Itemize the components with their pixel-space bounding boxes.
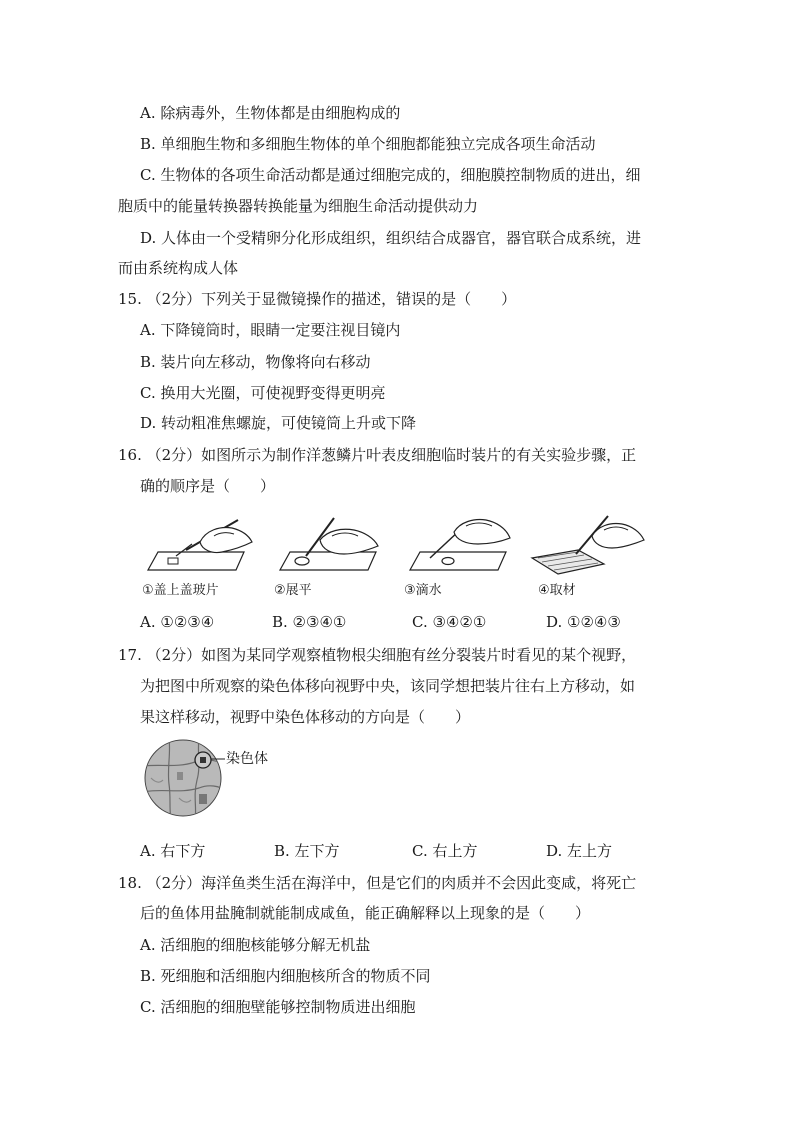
cover-slip-illustration: [140, 512, 260, 576]
q17-option-a: A. 右下方: [140, 842, 206, 860]
q16-label-1: ①盖上盖玻片: [142, 583, 219, 598]
q16-stem-line2: 确的顺序是（ ）: [140, 477, 276, 495]
q16-figure: [140, 512, 660, 576]
q18-stem-line1: 18. （2分）海洋鱼类生活在海洋中，但是它们的肉质并不会因此变咸，将死亡: [118, 874, 637, 892]
q17-option-b: B. 左下方: [274, 842, 340, 860]
q16-option-a: A. ①②③④: [140, 613, 215, 631]
q17-stem-line3: 果这样移动，视野中染色体移动的方向是（ ）: [140, 708, 471, 726]
q17-figure-label: 染色体: [226, 751, 268, 767]
q17-option-d: D. 左上方: [546, 842, 613, 860]
q15-option-c: C. 换用大光圈，可使视野变得更明亮: [140, 384, 386, 402]
q16-stem-line1: 16. （2分）如图所示为制作洋葱鳞片叶表皮细胞临时装片的有关实验步骤，正: [118, 446, 637, 464]
q16-label-3: ③滴水: [404, 583, 442, 598]
q15-option-a: A. 下降镜筒时，眼睛一定要注视目镜内: [140, 321, 401, 339]
q16-option-c: C. ③④②①: [412, 613, 487, 631]
q17-option-c: C. 右上方: [412, 842, 478, 860]
take-material-illustration: [528, 512, 648, 576]
q15-option-d: D. 转动粗准焦螺旋，可使镜筒上升或下降: [140, 414, 417, 432]
q14-option-c-line2: 胞质中的能量转换器转换能量为细胞生命活动提供动力: [118, 197, 479, 215]
q15-stem: 15. （2分）下列关于显微镜操作的描述，错误的是（ ）: [118, 290, 517, 308]
q14-option-b: B. 单细胞生物和多细胞生物体的单个细胞都能独立完成各项生命活动: [140, 135, 596, 153]
q15-option-b: B. 装片向左移动，物像将向右移动: [140, 353, 371, 371]
q17-stem-line2: 为把图中所观察的染色体移向视野中央，该同学想把装片往右上方移动，如: [140, 677, 636, 695]
q16-option-b: B. ②③④①: [272, 613, 347, 631]
q14-option-d-line1: D. 人体由一个受精卵分化形成组织，组织结合成器官，器官联合成系统，进: [140, 229, 642, 247]
q18-stem-line2: 后的鱼体用盐腌制就能制成咸鱼，能正确解释以上现象的是（ ）: [140, 904, 591, 922]
spread-illustration: [272, 512, 392, 576]
q14-option-c-line1: C. 生物体的各项生命活动都是通过细胞完成的，细胞膜控制物质的进出，细: [140, 166, 641, 184]
q18-option-b: B. 死细胞和活细胞内细胞核所含的物质不同: [140, 967, 431, 985]
drop-water-illustration: [402, 512, 522, 576]
q16-label-4: ④取材: [538, 583, 576, 598]
q18-option-c: C. 活细胞的细胞壁能够控制物质进出细胞: [140, 998, 416, 1016]
q16-label-2: ②展平: [274, 583, 312, 598]
q17-stem-line1: 17. （2分）如图为某同学观察植物根尖细胞有丝分裂装片时看见的某个视野，: [118, 646, 637, 664]
q16-option-d: D. ①②④③: [546, 613, 621, 631]
q18-option-a: A. 活细胞的细胞核能够分解无机盐: [140, 936, 371, 954]
q14-option-a: A. 除病毒外，生物体都是由细胞构成的: [140, 104, 401, 122]
microscope-field-image: [143, 738, 223, 818]
q14-option-d-line2: 而由系统构成人体: [118, 259, 239, 277]
